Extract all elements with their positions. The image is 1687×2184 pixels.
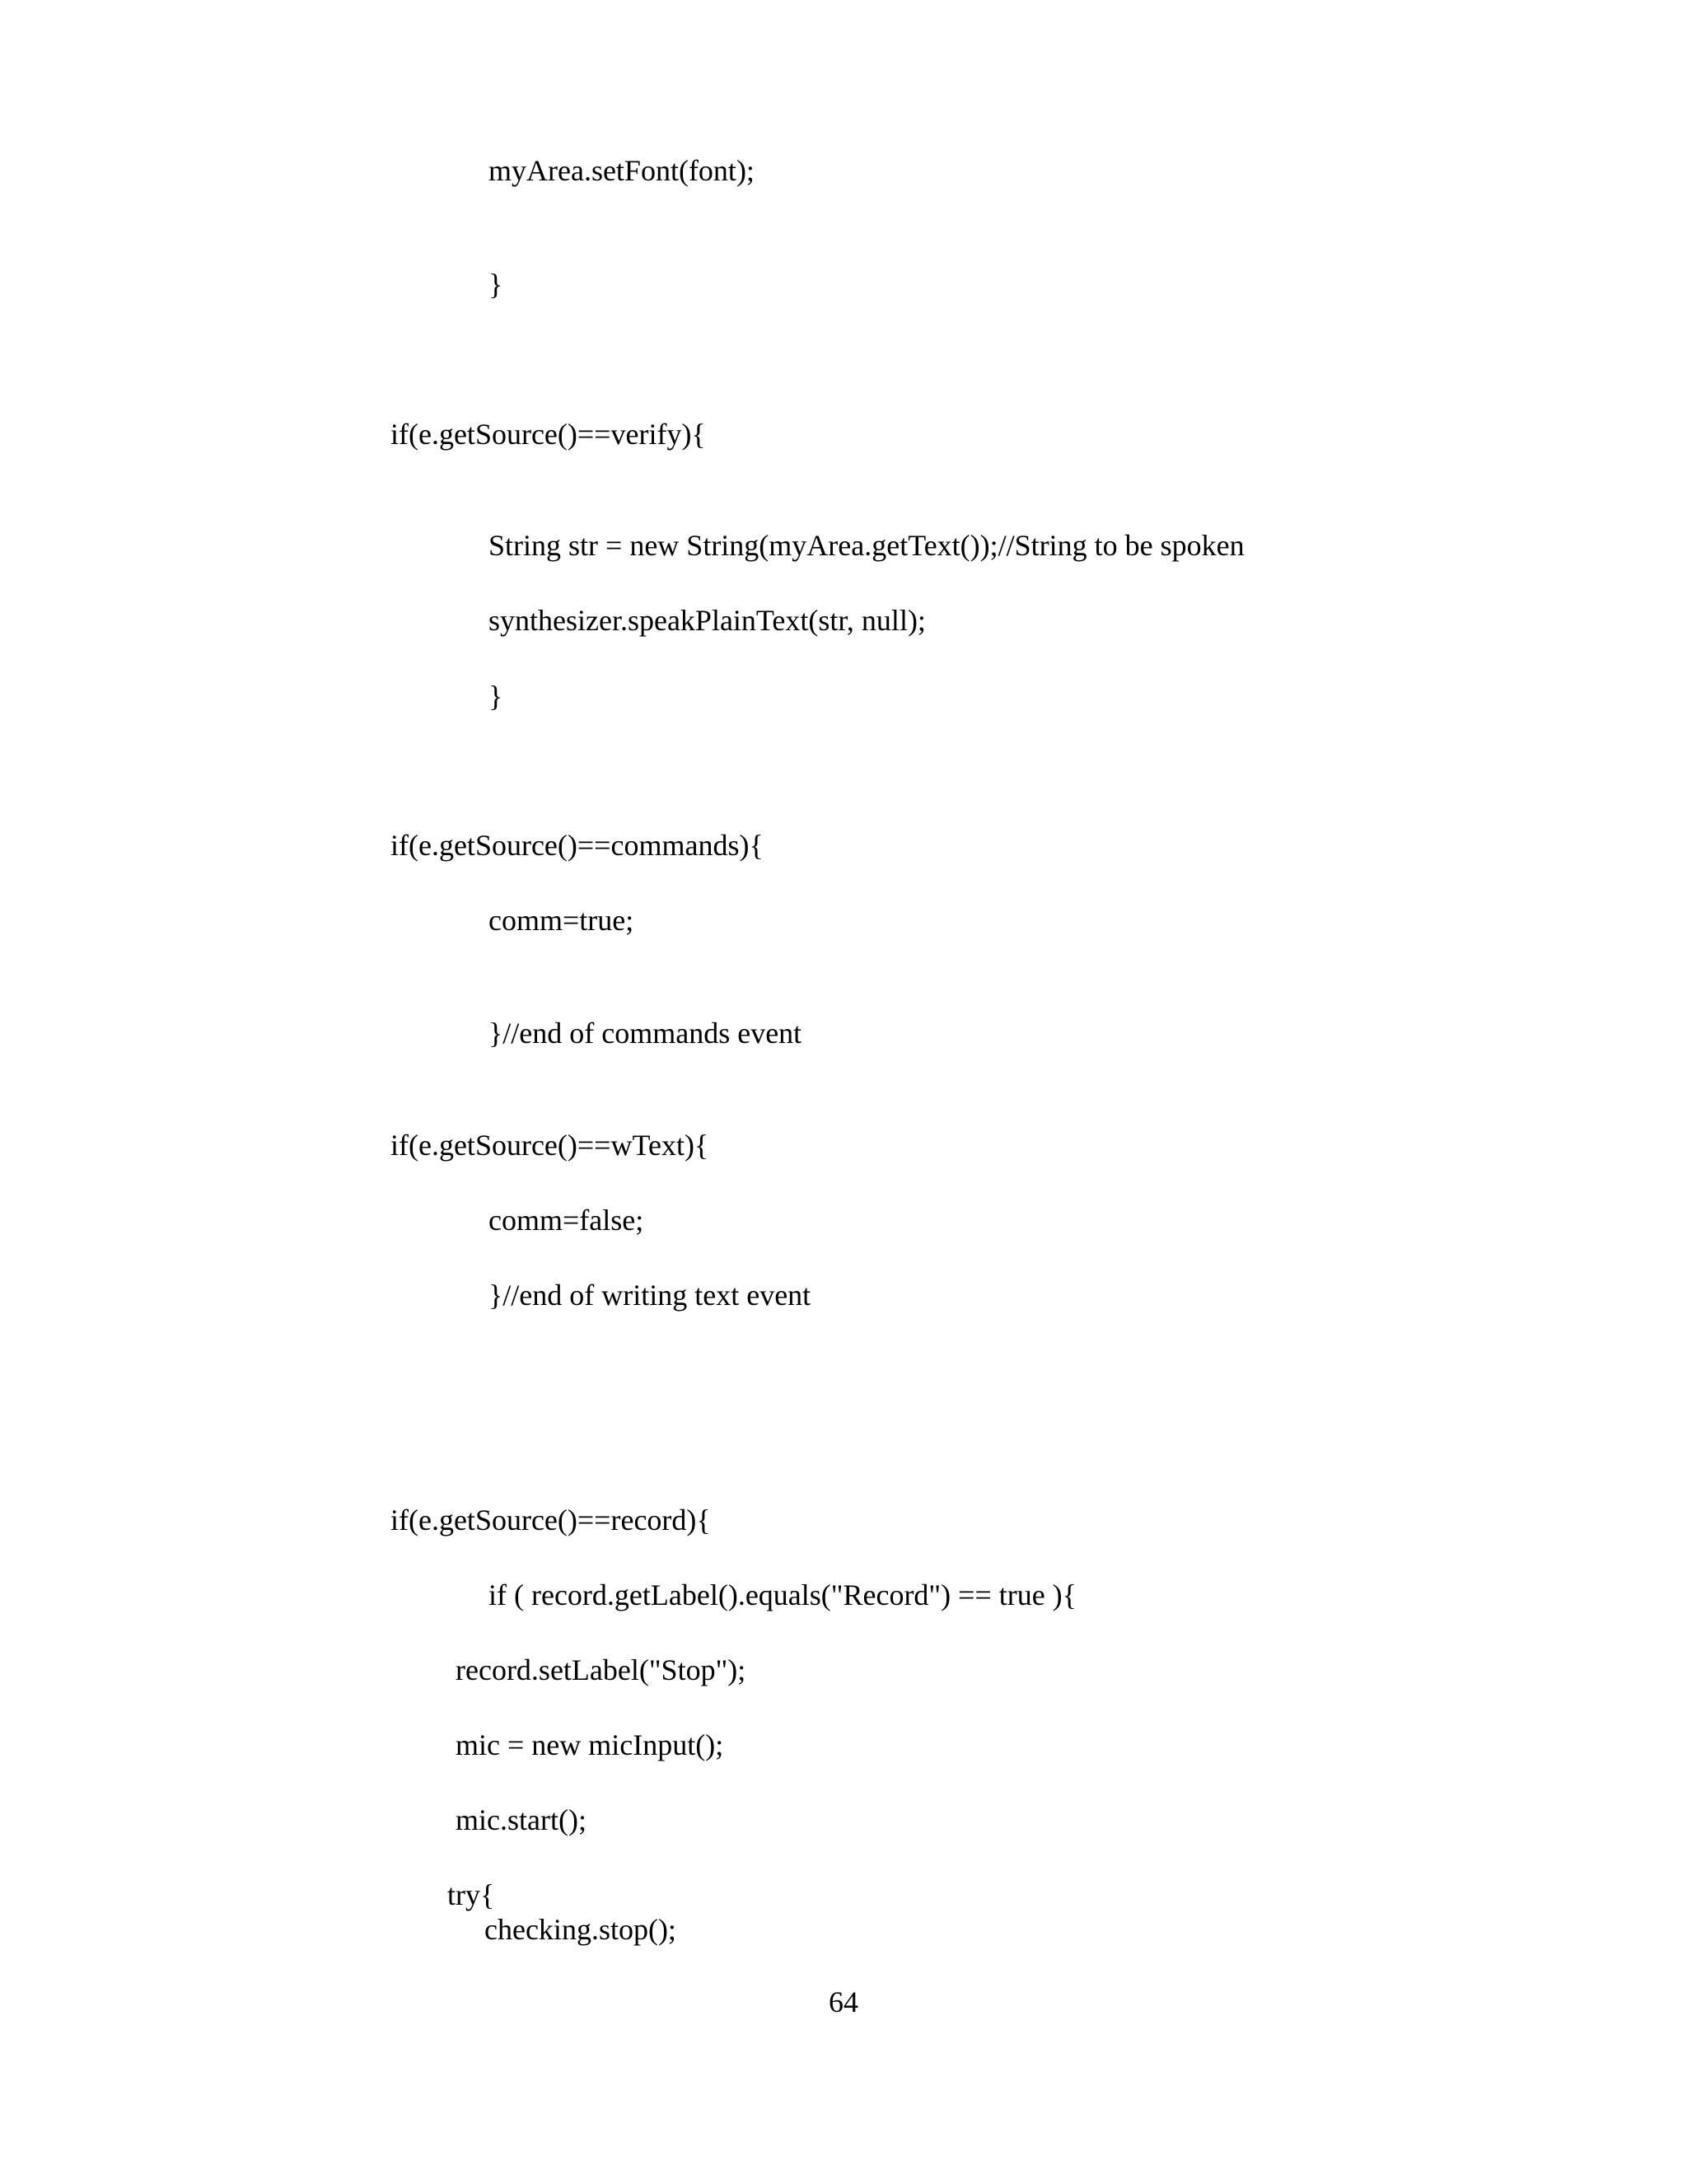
code-line: } [488, 680, 503, 713]
code-line: checking.stop(); [484, 1913, 676, 1946]
code-line: try{ [447, 1878, 495, 1911]
code-line: myArea.setFont(font); [488, 154, 755, 187]
code-line: if(e.getSource()==record){ [390, 1504, 711, 1536]
code-line: if ( record.getLabel().equals("Record") == true ){ [488, 1578, 1077, 1611]
code-line: synthesizer.speakPlainText(str, null); [488, 604, 926, 637]
code-line: record.setLabel("Stop"); [456, 1653, 746, 1686]
code-line: mic.start(); [456, 1803, 586, 1836]
code-line: mic = new micInput(); [456, 1728, 724, 1761]
code-line: String str = new String(myArea.getText());//String to be spoken [488, 529, 1245, 562]
code-line: }//end of commands event [488, 1017, 802, 1050]
code-line: if(e.getSource()==commands){ [390, 829, 764, 862]
code-line: if(e.getSource()==verify){ [390, 418, 706, 451]
code-line: comm=false; [488, 1204, 644, 1237]
page-number: 64 [829, 1985, 858, 2018]
code-line: if(e.getSource()==wText){ [390, 1129, 709, 1162]
code-line: comm=true; [488, 904, 634, 937]
code-line: }//end of writing text event [488, 1279, 811, 1312]
code-line: } [488, 268, 503, 301]
